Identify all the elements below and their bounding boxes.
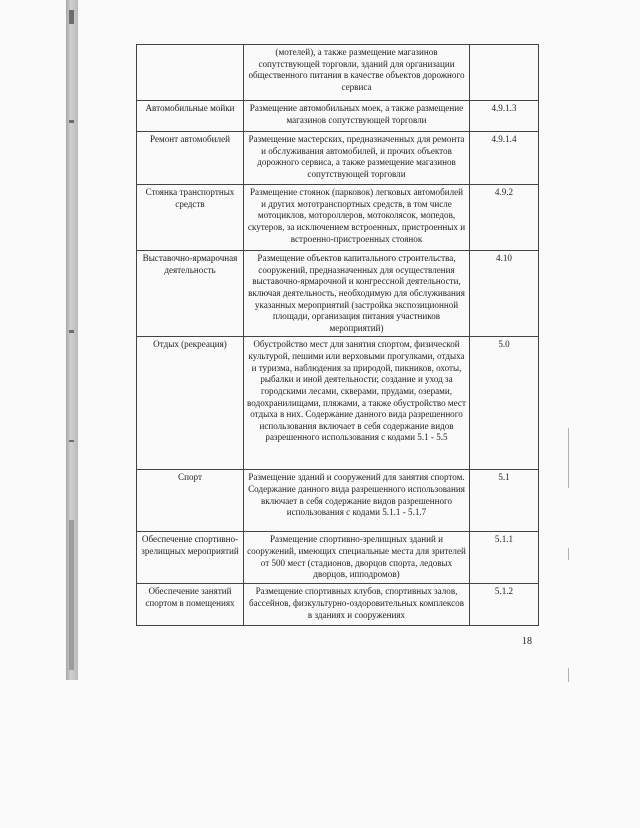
use-name: Отдых (рекреация) [137,337,244,470]
use-code: 5.1.1 [470,532,539,584]
use-description: Размещение стоянок (парковок) легковых автомобилей и других мототранспортных средств, в том числе мотоциклов, мотороллеров, мотоколясок, мопедов, скутеров, за исключением встроенных, пристроенных и встроенно-пристроенных стоянок [244,185,470,251]
use-code: 5.1 [470,470,539,532]
use-name: Ремонт автомобилей [137,132,244,185]
use-code: 4.10 [470,251,539,337]
table-row [137,584,539,626]
use-description: Размещение спортивно-зрелищных зданий и сооружений, имеющих специальные места для зрителей от 500 мест (стадионов, дворцов спорта, ледовых дворцов, ипподромов) [244,532,470,584]
use-name: Спорт [137,470,244,532]
use-description: Размещение объектов капитального строительства, сооружений, предназначенных для осуществления выставочно-ярмарочной и конгрессной деятельности, включая деятельность, необходимую для обслуживания указанных мероприятий (застройка экспозиционной площади, организация питания участников мероприятий) [244,251,470,337]
use-description: Размещение автомобильных моек, а также размещение магазинов сопутствующей торговли [244,101,470,132]
table-row [137,45,539,101]
table-row [137,337,539,470]
table-row [137,101,539,132]
use-description: Размещение зданий и сооружений для занятия спортом. Содержание данного вида разрешенного использования включает в себя содержание видов разрешенного использования с кодами 5.1.1 - 5.1.7 [244,470,470,532]
table-row [137,251,539,337]
use-code: 4.9.1.4 [470,132,539,185]
use-code: 5.0 [470,337,539,470]
scan-margin-mark [568,668,569,682]
use-code: 4.9.2 [470,185,539,251]
use-name: Выставочно-ярмарочная деятельность [137,251,244,337]
use-code: 4.9.1.3 [470,101,539,132]
use-name: Обеспечение спортивно-зрелищных мероприятий [137,532,244,584]
table-row [137,185,539,251]
use-name: Обеспечение занятий спортом в помещениях [137,584,244,626]
scan-margin-mark [568,428,569,488]
use-description: Размещение спортивных клубов, спортивных залов, бассейнов, физкультурно-оздоровительных комплексов в зданиях и сооружениях [244,584,470,626]
use-description: (мотелей), а также размещение магазинов сопутствующей торговли, зданий для организации общественного питания в качестве объектов дорожного сервиса [244,45,470,101]
scan-margin-mark [568,548,569,560]
table-row [137,132,539,185]
use-description: Размещение мастерских, предназначенных для ремонта и обслуживания автомобилей, и прочих объектов дорожного сервиса, а также размещение магазинов сопутствующей торговли [244,132,470,185]
land-use-table [136,44,539,626]
use-code: 5.1.2 [470,584,539,626]
use-name: Стоянка транспортных средств [137,185,244,251]
use-code [470,45,539,101]
use-name [137,45,244,101]
scan-edge-strip [66,0,78,680]
page-number: 18 [522,636,532,647]
table-row [137,532,539,584]
table-row [137,470,539,532]
use-description: Обустройство мест для занятия спортом, физической культурой, пешими или верховыми прогулками, отдыха и туризма, наблюдения за природой, пикников, охоты, рыбалки и иной деятельности; создание и уход за городскими лесами, скверами, прудами, озерами, водохранилищами, пляжами, а также обустройство мест отдыха в них. Содержание данного вида разрешенного использования включает в себя содержание видов разрешенного использования с кодами 5.1 - 5.5 [244,337,470,470]
use-name: Автомобильные мойки [137,101,244,132]
